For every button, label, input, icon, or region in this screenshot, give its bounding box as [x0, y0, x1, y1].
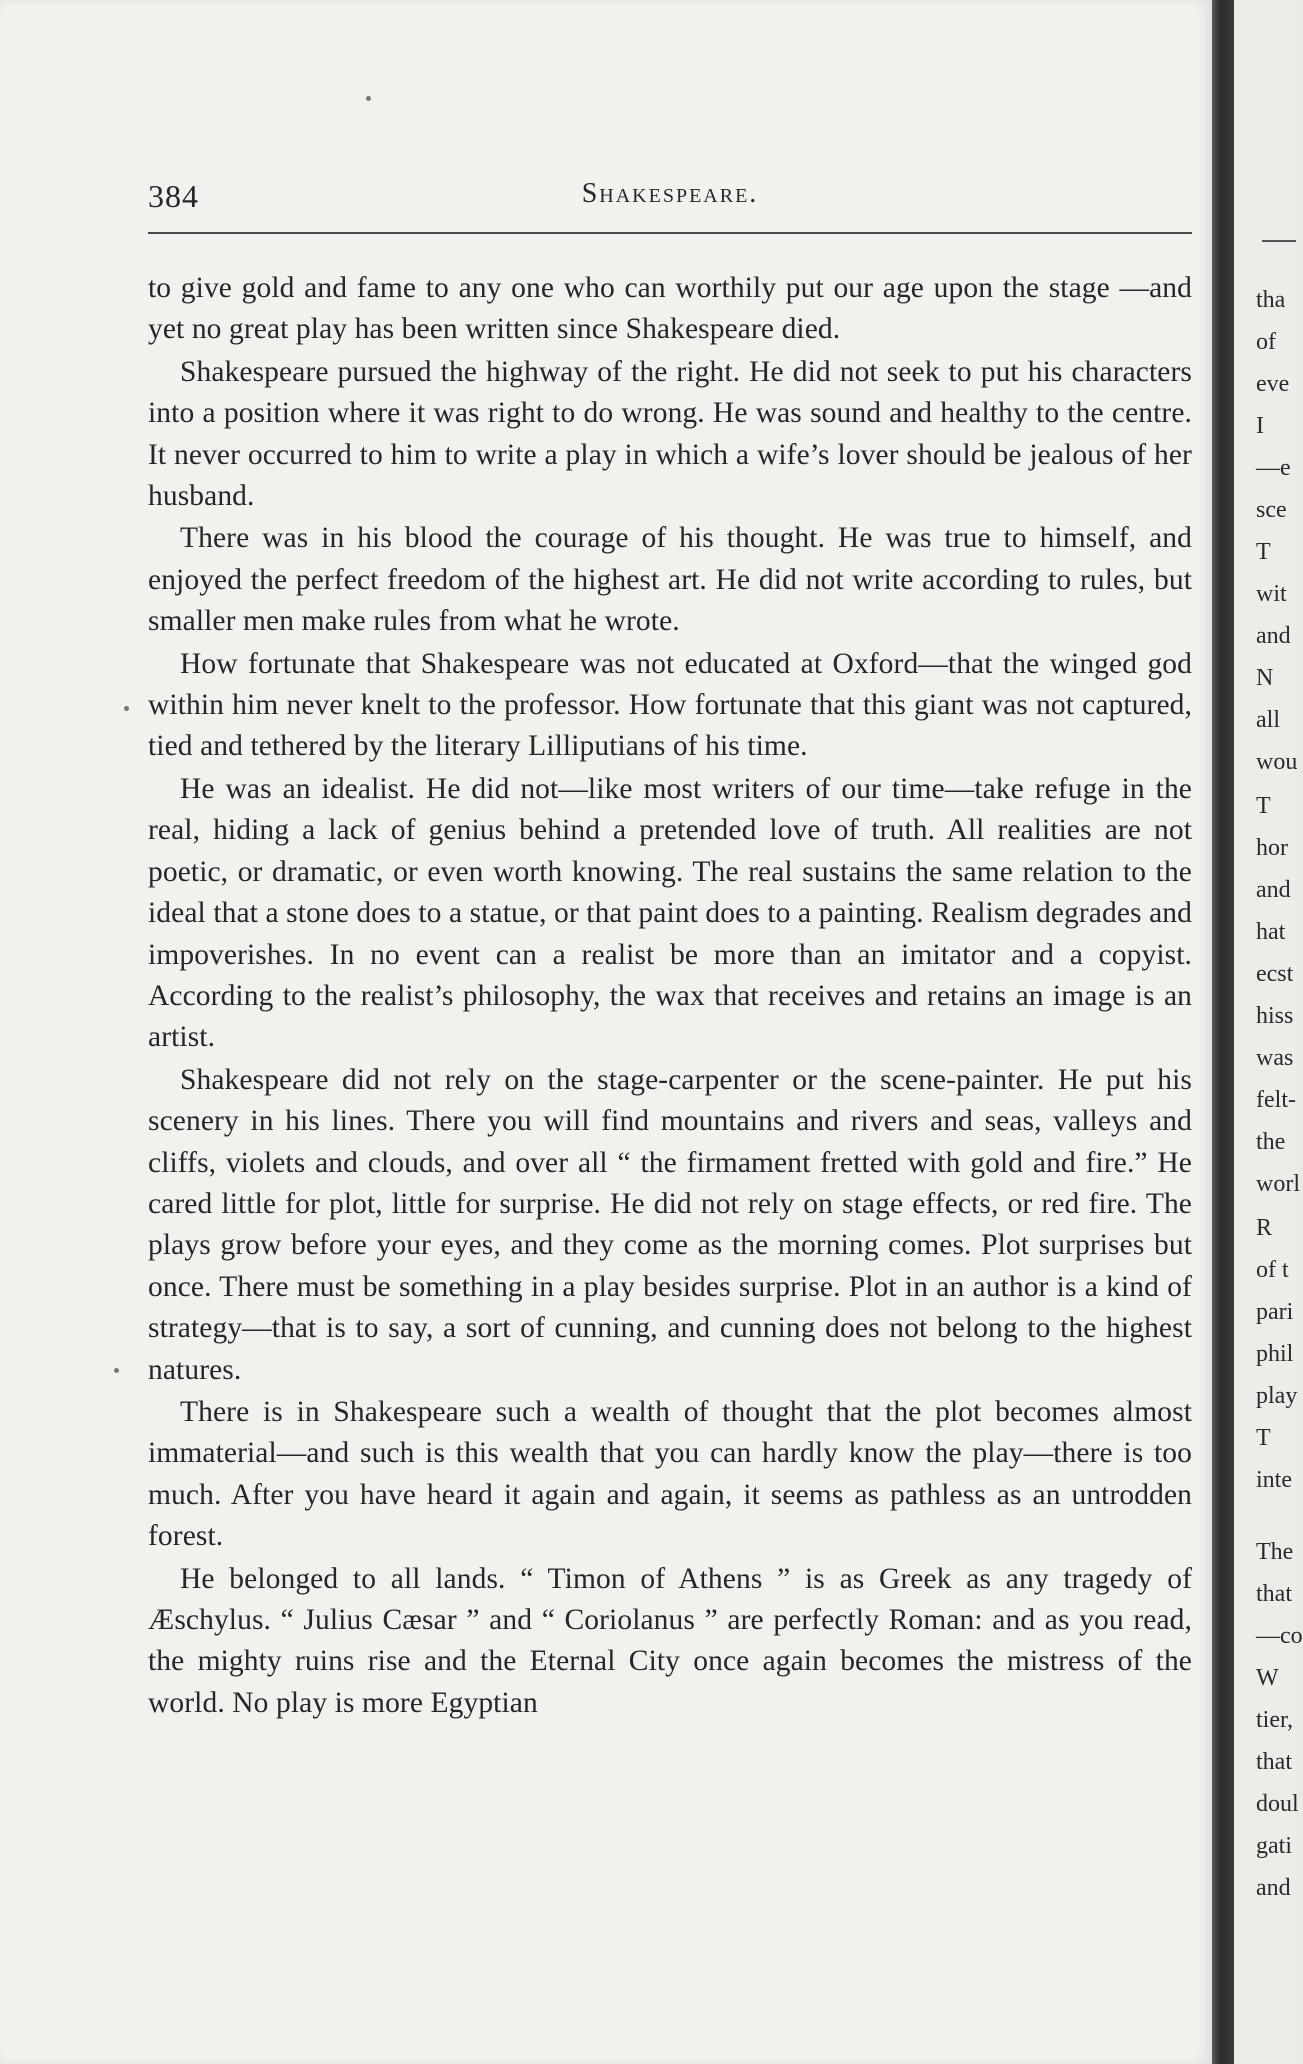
header-rule [148, 232, 1192, 234]
adjacent-page-text-fragment: was [1256, 1045, 1294, 1071]
adjacent-page-text-fragment: that [1256, 1749, 1292, 1775]
paragraph: There was in his blood the courage of his thought. He was true to himself, and enjoyed the perfect freedom of the highest art. He did not write according to rules, but smaller men make rules from what he wrote. [148, 522, 1192, 638]
paragraph: Shakespeare did not rely on the stage-carpenter or the scene-painter. He put his scenery in his lines. There you will find mountains and rivers and seas, valleys and cliffs, violets and clouds, and over all “ the firmament fretted with gold and fire.” He cared little for plot, little for surprise. He did not rely on stage effects, or red fire. The plays grow before your eyes, and they come as the morning comes. Plot surprises but once. There must be something in a play besides surprise. Plot in an author is a kind of strategy—that is to say, a sort of cunning, and cunning does not belong to the highest natures. [148, 1063, 1192, 1386]
running-title: Shakespeare. [581, 178, 759, 209]
paragraph: He belonged to all lands. “ Timon of Athens ” is as Greek as any tragedy of Æschylus. “ Julius Cæsar ” and “ Coriolanus ” are perfectly Roman: and as you read, the mighty ruins rise and the Eternal City once again becomes the mistress of the world. No play is more Egyptian [148, 1562, 1192, 1719]
adjacent-page-text-fragment: hor [1256, 835, 1288, 861]
adjacent-header-rule [1262, 240, 1296, 242]
adjacent-page-text-fragment: of [1256, 329, 1276, 355]
adjacent-page-text-fragment: and [1256, 1875, 1291, 1901]
paper-speck [124, 706, 129, 711]
adjacent-page-text-fragment: N [1256, 665, 1274, 691]
adjacent-page-text-fragment: felt- [1256, 1087, 1296, 1113]
adjacent-page-text-fragment: gati [1256, 1833, 1292, 1859]
adjacent-page-text-fragment: hiss [1256, 1003, 1294, 1029]
adjacent-page-text-fragment: phil [1256, 1341, 1294, 1367]
adjacent-page-text-fragment: —e [1256, 455, 1291, 481]
adjacent-page-text-fragment: all [1256, 707, 1280, 733]
paragraph: to give gold and fame to any one who can worthily put our age upon the stage —and yet no great play has been written since Shakespeare died. [148, 272, 1192, 346]
adjacent-page-text-fragment: wou [1256, 749, 1298, 775]
adjacent-page-text-fragment: eve [1256, 371, 1290, 397]
adjacent-page-text-fragment: —co [1256, 1623, 1303, 1649]
adjacent-page-text-fragment: the [1256, 1129, 1286, 1155]
page-header [148, 178, 1192, 218]
paragraph: How fortunate that Shakespeare was not educated at Oxford—that the winged god within him never knelt to the professor. How fortunate that this giant was not captured, tied and tethered by the literary Lilliputians of his time. [148, 647, 1192, 763]
adjacent-page-text-fragment: The [1256, 1539, 1294, 1565]
paper-speck [114, 1368, 119, 1373]
body-text [148, 268, 1192, 1725]
adjacent-page-text-fragment: sce [1256, 497, 1287, 523]
adjacent-page-text-fragment: tha [1256, 287, 1286, 313]
adjacent-page-text-fragment: inte [1256, 1467, 1292, 1493]
adjacent-page-text-fragment: I [1256, 413, 1264, 439]
adjacent-page-text-fragment: T [1256, 1425, 1271, 1451]
adjacent-page-text-fragment: doul [1256, 1791, 1299, 1817]
paragraph: There is in Shakespeare such a wealth of thought that the plot becomes almost immaterial—and such is this wealth that you can hardly know the play—there is too much. After you have heard it again and again, it seems as pathless as an untrodden forest. [148, 1395, 1192, 1553]
adjacent-page-edge [1234, 0, 1303, 2064]
adjacent-page-text-fragment: hat [1256, 919, 1286, 945]
adjacent-page-text-fragment: W [1256, 1665, 1279, 1691]
paragraph: Shakespeare pursued the highway of the right. He did not seek to put his characters into a position where it was right to do wrong. He was sound and healthy to the centre. It never occurred to him to write a play in which a wife’s lover should be jealous of her husband. [148, 355, 1192, 513]
adjacent-page-text-fragment: worl [1256, 1171, 1300, 1197]
paragraph: He was an idealist. He did not—like most writers of our time—take refuge in the real, hiding a lack of genius behind a pretended love of truth. All realities are not poetic, or dramatic, or even worth knowing. The real sustains the same relation to the ideal that a stone does to a statue, or that paint does to a painting. Realism degrades and impoverishes. In no event can a realist be more than an imitator and a copyist. According to the realist’s philosophy, the wax that receives and retains an image is an artist. [148, 772, 1192, 1054]
adjacent-page-text-fragment: of t [1256, 1257, 1289, 1283]
paper-speck [366, 96, 371, 101]
adjacent-page-text-fragment: tier, [1256, 1707, 1294, 1733]
adjacent-page-text-fragment: ecst [1256, 961, 1294, 987]
adjacent-page-text-fragment: play [1256, 1383, 1298, 1409]
adjacent-page-text-fragment: T [1256, 539, 1271, 565]
adjacent-page-text-fragment: and [1256, 623, 1291, 649]
adjacent-page-text-fragment: R [1256, 1215, 1273, 1241]
adjacent-page-text-fragment: T [1256, 793, 1271, 819]
adjacent-page-text-fragment: that [1256, 1581, 1292, 1607]
page-number: 384 [148, 178, 199, 214]
book-gutter [1212, 0, 1234, 2064]
adjacent-page-text-fragment: wit [1256, 581, 1287, 607]
adjacent-page-text-fragment: pari [1256, 1299, 1294, 1325]
adjacent-page-text-fragment: and [1256, 877, 1291, 903]
